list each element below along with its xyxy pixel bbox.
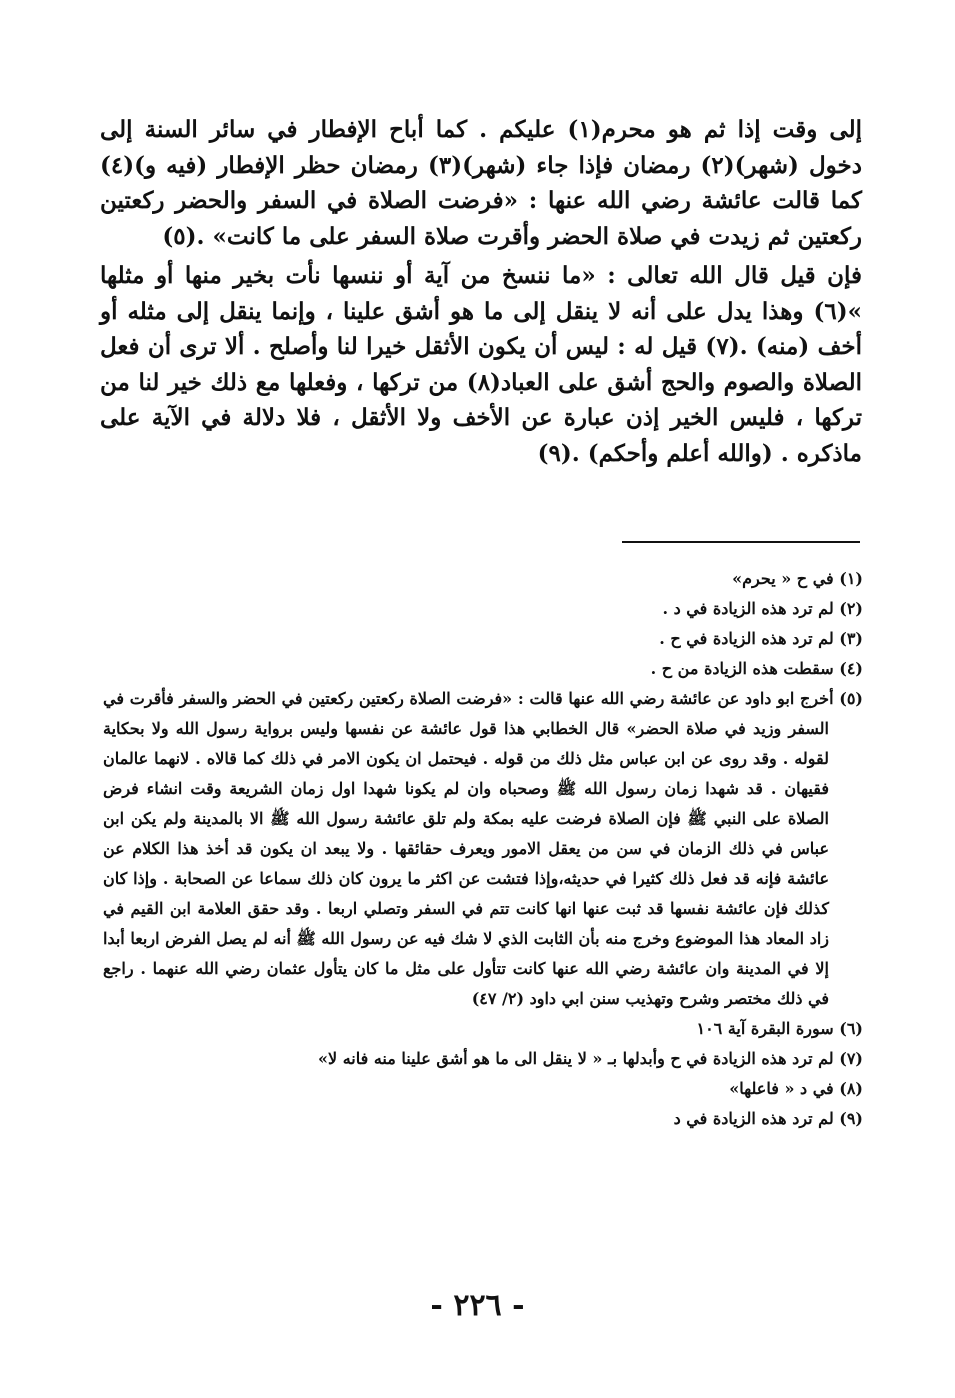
body-paragraph-1: إلى وقت إذا ثم هو محرم(١) عليكم . كما أباح الإفطار في سائر السنة إلى دخول (شهر)(٢) رمضان فإذا جاء (شهر)(٣) رمضان حظر الإفطار (فيه و)(٤) كما قالت عائشة رضي الله عنها : «فرضت الصلاة في السفر والحضر ركعتين ركعتين ثم زيدت في صلاة الحضر وأقرت صلاة السفر على ما كانت» .(٥) (100, 116, 862, 250)
footnotes-block (103, 564, 863, 1134)
page-number: - ٢٢٦ - (430, 1288, 525, 1323)
footnote-4: (٤) سقطت هذه الزيادة من ح . (650, 659, 863, 678)
footnote-6: (٦) سورة البقرة آية ١٠٦ (696, 1019, 863, 1038)
footnote-5: (٥) أخرج ابو داود عن عائشة رضي الله عنها قالت : «فرضت الصلاة ركعتين ركعتين في الحضر والسفر فأقرت في السفر وزيد في صلاة الحضر» قال الخطابي هذا قول عائشة عن نفسها وليس برواية رسول الله ولا بحكاية لقوله . وقد روى عن ابن عباس مثل ذلك من قوله . فيحتمل ان يكون الامر في ذلك كما قالاه . لانهما عالمان فقيهان . قد شهدا زمان رسول الله ﷺ وصحباه وان لم يكونا شهدا اول زمان الشريعة وقت انشاء فرض الصلاة على النبي ﷺ فإن الصلاة فرضت عليه بمكة ولم تلق عائشة رسول الله ﷺ الا بالمدينة ولم يكن ابن عباس في ذلك الزمان في سن من يعقل الامور ويعرف حقائقها . ولا يبعد ان يكون قد أخذ هذا الكلام عن عائشة فإنه قد فعل ذلك كثيرا في حديثه،وإذا فتشت عن اكثر ما يرون كان ذلك سماعا عن الصحابة . وإذا كان كذلك فإن عائشة نفسها قد ثبت عنها انها كانت تتم في السفر وتصلي اربعا . وقد حقق العلامة ابن القيم في زاد المعاد هذا الموضوع وخرج منه بأن الثابت الذي لا شك فيه عن رسول الله ﷺ أنه لم يصل الفرض اربعا أبدا إلا في المدينة وان عائشة رضي الله عنها كانت تتأول على مثل ما كان يتأول عثمان رضي الله عنهما . راجع في ذلك مختصر وشرح وتهذيب سنن ابي داود (٢/ ٤٧) (103, 689, 863, 1008)
footnote-9: (٩) لم ترد هذه الزيادة في د (673, 1109, 863, 1128)
footnote-3: (٣) لم ترد هذه الزيادة في ح . (659, 629, 863, 648)
footnote-2: (٢) لم ترد هذه الزيادة في د . (662, 599, 863, 618)
body-paragraph-2: فإن قيل قال الله تعالى : «ما ننسخ من آية أو ننسها نأت بخير منها أو مثلها »(٦) وهذا يدل على أنه لا ينقل إلى ما هو أشق علينا ، وإنما ينقل إلى مثله أو أخف (منه) .(٧) قيل له : ليس أن يكون الأثقل خيرا لنا وأصلح . ألا ترى أن فعل الصلاة والصوم والحج أشق على العباد(٨) من تركها ، وفعلها مع ذلك خير لنا من تركها ، فليس الخير إذن عبارة عن الأخف ولا الأثقل ، فلا دلالة في الآية على ماذكره . (والله أعلم وأحكم) .(٩) (100, 262, 862, 467)
footnote-8: (٨) في د « فاعلها» (729, 1079, 863, 1098)
main-text-block (100, 112, 862, 471)
footnote-1: (١) في ح « يحرم» (732, 569, 863, 588)
footnote-separator-line (622, 541, 860, 543)
footnote-7: (٧) لم ترد هذه الزيادة في ح وأبدلها بـ « لا ينقل الى ما هو أشق علينا منه فانه لا» (318, 1049, 863, 1068)
